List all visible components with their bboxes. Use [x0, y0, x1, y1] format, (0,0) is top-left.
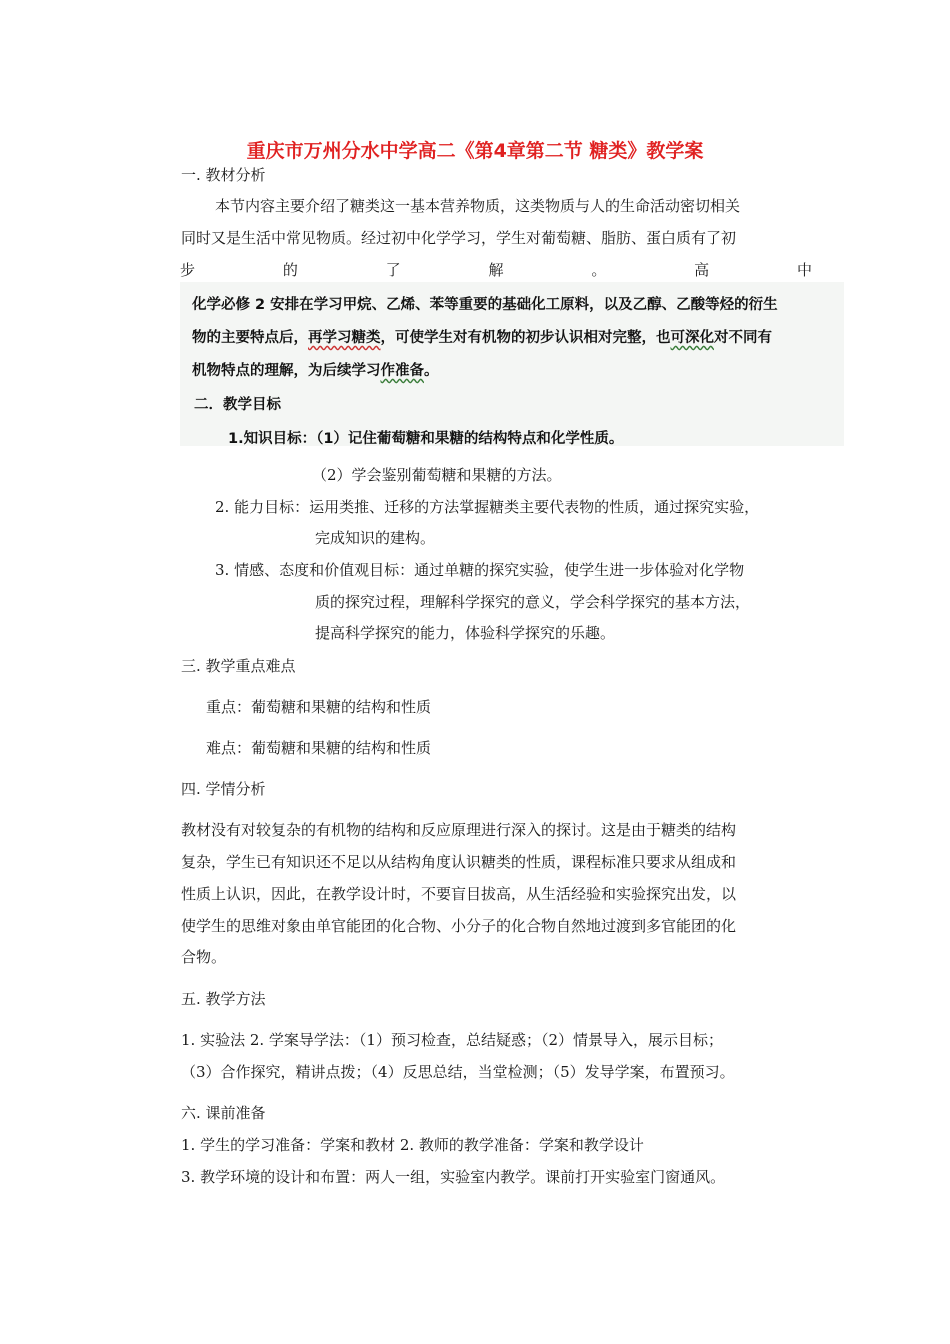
section-1-line-3 [180, 259, 812, 280]
emotion-goal-line-3: 提高科学探究的能力，体验科学探究的乐趣。 [315, 624, 616, 642]
spread-char: 高 [694, 261, 710, 279]
spread-char: 中 [796, 261, 812, 279]
section-4-line-4: 使学生的思维对象由单官能团的化合物、小分子的化合物自然地过渡到多官能团的化 [181, 917, 737, 935]
section-4-line-2: 复杂，学生已有知识还不足以从结构角度认识糖类的性质，课程标准只要求从组成和 [181, 853, 737, 871]
ability-goal-line-1: 2. 能力目标：运用类推、迁移的方法掌握糖类主要代表物的性质，通过探究实验， [215, 498, 760, 516]
section-6-line-1: 1. 学生的学习准备：学案和教材 2. 教师的教学准备：学案和教学设计 [181, 1136, 644, 1154]
knowledge-goal-1: 1.知识目标：（1）记住葡萄糖和果糖的结构特点和化学性质。 [228, 431, 624, 447]
document-title: 重庆市万州分水中学高二《第4章第二节 糖类》教学案 [246, 140, 704, 162]
text-run: 作准备 [380, 363, 424, 379]
section-6-heading: 六. 课前准备 [181, 1104, 266, 1122]
knowledge-goal-2: （2）学会鉴别葡萄糖和果糖的方法。 [312, 466, 562, 484]
section-6-line-2: 3. 教学环境的设计和布置：两人一组，实验室内教学。课前打开实验室门窗通风。 [181, 1168, 726, 1186]
spread-char: 解 [488, 261, 504, 279]
key-point: 重点：葡萄糖和果糖的结构和性质 [206, 698, 432, 716]
section-1-line-4: 化学必修 2 安排在学习甲烷、乙烯、苯等重要的基础化工原料，以及乙醇、乙酸等烃的衍生 [192, 297, 778, 313]
section-3-heading: 三. 教学重点难点 [181, 657, 296, 675]
section-4-line-3: 性质上认识，因此，在教学设计时，不要盲目拔高，从生活经验和实验探究出发，以 [181, 885, 737, 903]
section-5-line-1: 1. 实验法 2. 学案导学法：（1）预习检查，总结疑惑；（2）情景导入，展示目标； [181, 1031, 724, 1049]
text-run: 可深化 [670, 330, 714, 346]
text-run: ，可使学生对有机物的初步认识相对完整，也 [380, 330, 671, 346]
section-1-line-5 [192, 326, 772, 347]
section-5-heading: 五. 教学方法 [181, 990, 266, 1008]
section-1-line-2: 同时又是生活中常见物质。经过初中化学学习，学生对葡萄糖、脂肪、蛋白质有了初 [181, 229, 737, 247]
section-4-heading: 四. 学情分析 [181, 780, 266, 798]
text-run: 。 [424, 363, 439, 379]
ability-goal-line-2: 完成知识的建构。 [315, 529, 436, 547]
text-run: 物的主要特点后， [192, 330, 308, 346]
emotion-goal-line-2: 质的探究过程，理解科学探究的意义，学会科学探究的基本方法， [315, 593, 751, 611]
emotion-goal-line-1: 3. 情感、态度和价值观目标：通过单糖的探究实验，使学生进一步体验对化学物 [215, 561, 745, 579]
text-run: 再学习糖类 [308, 330, 381, 346]
section-4-line-5: 合物。 [181, 948, 227, 966]
spread-char: 。 [591, 261, 607, 279]
difficult-point: 难点：葡萄糖和果糖的结构和性质 [206, 739, 432, 757]
text-run: 对不同有 [714, 330, 772, 346]
section-1-line-6 [192, 359, 439, 380]
text-run: 机物特点的理解，为后续学习 [192, 363, 381, 379]
section-5-line-2: （3）合作探究，精讲点拨；（4）反思总结，当堂检测；（5）发导学案，布置预习。 [181, 1063, 735, 1081]
section-1-heading: 一. 教材分析 [181, 166, 266, 184]
section-2-heading: 二．教学目标 [194, 397, 281, 413]
spread-char: 了 [385, 261, 401, 279]
section-4-line-1: 教材没有对较复杂的有机物的结构和反应原理进行深入的探讨。这是由于糖类的结构 [181, 821, 737, 839]
section-1-line-1: 本节内容主要介绍了糖类这一基本营养物质，这类物质与人的生命活动密切相关 [215, 197, 741, 215]
spread-char: 步 [180, 261, 196, 279]
spread-char: 的 [282, 261, 298, 279]
